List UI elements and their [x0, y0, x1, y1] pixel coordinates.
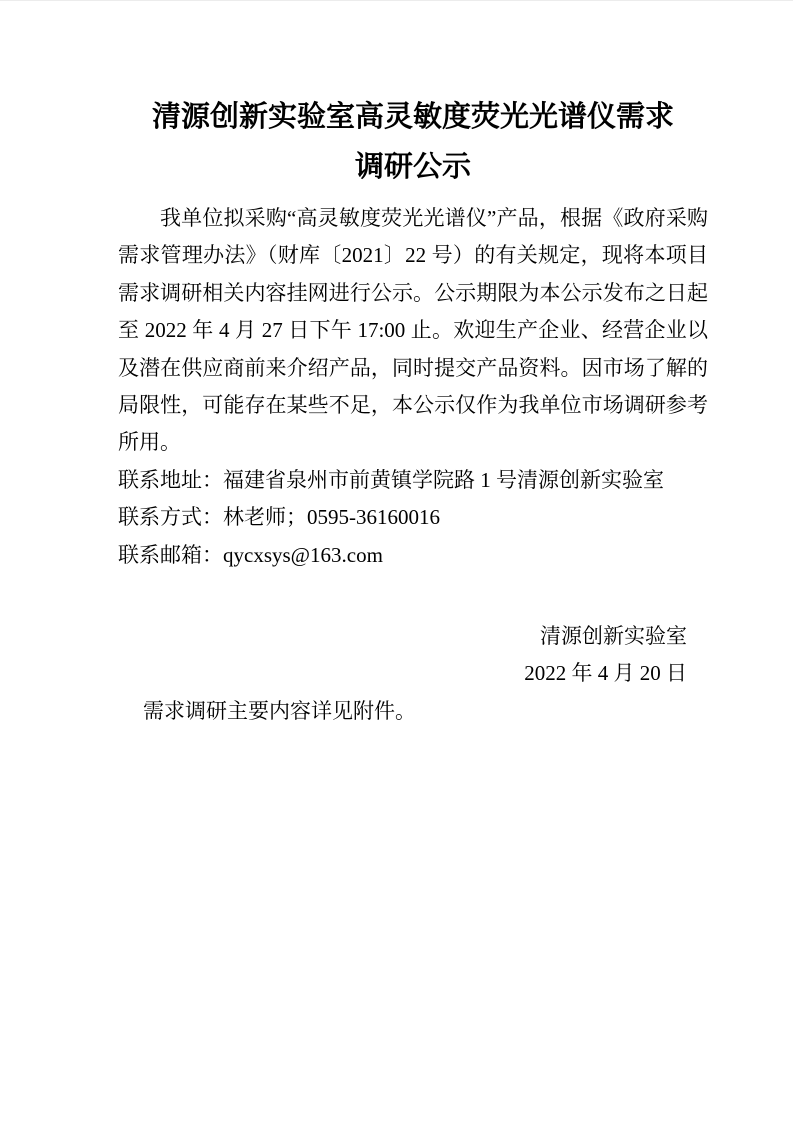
title-line-2: 调研公示: [354, 151, 471, 183]
signature-date: 2022 年 4 月 20 日: [524, 661, 687, 686]
document-title: [118, 92, 708, 192]
title-line-1: 清源创新实验室高灵敏度荧光光谱仪需求: [151, 101, 674, 133]
signature-block: [118, 618, 708, 693]
contact-block: [118, 462, 708, 574]
signature-org: 清源创新实验室: [540, 624, 687, 649]
contact-email-line: 联系邮箱：qycxsys@163.com: [118, 542, 383, 567]
body-paragraph: 我单位拟采购“高灵敏度荧光光谱仪”产品，根据《政府采购需求管理办法》（财库〔2021〕22 号）的有关规定，现将本项目需求调研相关内容挂网进行公示。公示期限为本公示发布之日起至 2022 年 4 月 27 日下午 17:00 止。欢迎生产企业、经营企业以及潜在供应商前来介绍产品，同时提交产品资料。因市场了解的局限性，可能存在某些不足，本公示仅作为我单位市场调研参考所用。: [118, 206, 708, 455]
closing-note: 需求调研主要内容详见附件。: [143, 698, 416, 723]
contact-address-line: 联系地址：福建省泉州市前黄镇学院路 1 号清源创新实验室: [118, 467, 664, 492]
contact-phone-line: 联系方式：林老师；0595-36160016: [118, 505, 440, 530]
